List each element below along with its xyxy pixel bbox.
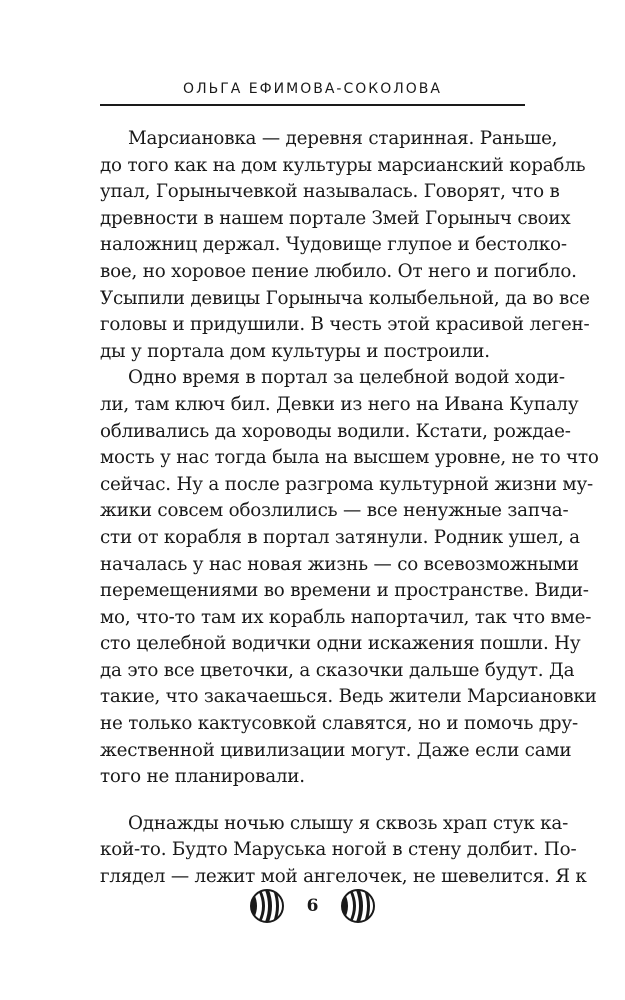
page-number: 6 bbox=[306, 896, 319, 916]
text-line: мо, что-то там их корабль напортачил, так что вме- bbox=[100, 606, 592, 628]
striped-ball-icon bbox=[249, 888, 285, 924]
text-line: Марсиановка — деревня старинная. Раньше, bbox=[128, 128, 558, 149]
text-line: не только кактусовкой славятся, но и помочь дру- bbox=[100, 713, 578, 735]
text-line: мость у нас тогда была на высшем уровне, не то что bbox=[100, 447, 599, 469]
text-line: сейчас. Ну а после разгрома культурной жизни му- bbox=[100, 473, 593, 495]
text-line: такие, что закачаешься. Ведь жители Марсиановки bbox=[100, 686, 597, 708]
text-line: Усыпили девицы Горыныча колыбельной, да во все bbox=[100, 287, 590, 309]
text-line: началась у нас новая жизнь — со всевозможными bbox=[100, 553, 579, 575]
running-header-author: ОЛЬГА ЕФИМОВА-СОКОЛОВА bbox=[183, 81, 442, 97]
text-line: того не планировали. bbox=[100, 766, 305, 788]
body-text bbox=[100, 126, 599, 891]
text-line: сти от корабля в портал затянули. Родник ушел, а bbox=[100, 526, 580, 548]
text-line: наложниц держал. Чудовище глупое и бестолко- bbox=[100, 234, 567, 256]
text-line: Одно время в портал за целебной водой ходи- bbox=[128, 367, 565, 389]
text-line: глядел — лежит мой ангелочек, не шевелится. Я к bbox=[100, 866, 587, 888]
section-break bbox=[100, 791, 525, 811]
text-line: древности в нашем портале Змей Горыныч своих bbox=[100, 207, 571, 229]
text-line: да это все цветочки, а сказочки дальше будут. Да bbox=[100, 659, 575, 681]
page-footer bbox=[0, 886, 625, 926]
text-line: ли, там ключ бил. Девки из него на Ивана Купалу bbox=[100, 393, 579, 415]
text-line: обливались да хороводы водили. Кстати, рождае- bbox=[100, 420, 571, 442]
paragraph bbox=[100, 811, 587, 891]
text-line: Однажды ночью слышу я сквозь храп стук ка- bbox=[128, 812, 569, 834]
header-rule bbox=[100, 104, 525, 106]
striped-ball-icon bbox=[340, 888, 376, 924]
text-line: жественной цивилизации могут. Даже если сами bbox=[100, 739, 572, 761]
paragraph bbox=[100, 126, 590, 365]
text-line: ды у портала дом культуры и построили. bbox=[100, 340, 490, 362]
text-line: до того как на дом культуры марсианский корабль bbox=[100, 154, 586, 176]
text-line: головы и придушили. В честь этой красивой леген- bbox=[100, 314, 590, 336]
text-line: жики совсем обозлились — все ненужные запча- bbox=[100, 500, 569, 522]
paragraph bbox=[100, 365, 599, 791]
text-line: перемещениями во времени и пространстве. Види- bbox=[100, 580, 589, 602]
text-line: кой-то. Будто Маруська ногой в стену долбит. По- bbox=[100, 839, 577, 861]
text-line: упал, Горынычевкой называлась. Говорят, что в bbox=[100, 181, 560, 203]
text-line: сто целебной водички одни искажения пошли. Ну bbox=[100, 633, 581, 655]
text-line: вое, но хоровое пение любило. От него и погибло. bbox=[100, 260, 577, 282]
